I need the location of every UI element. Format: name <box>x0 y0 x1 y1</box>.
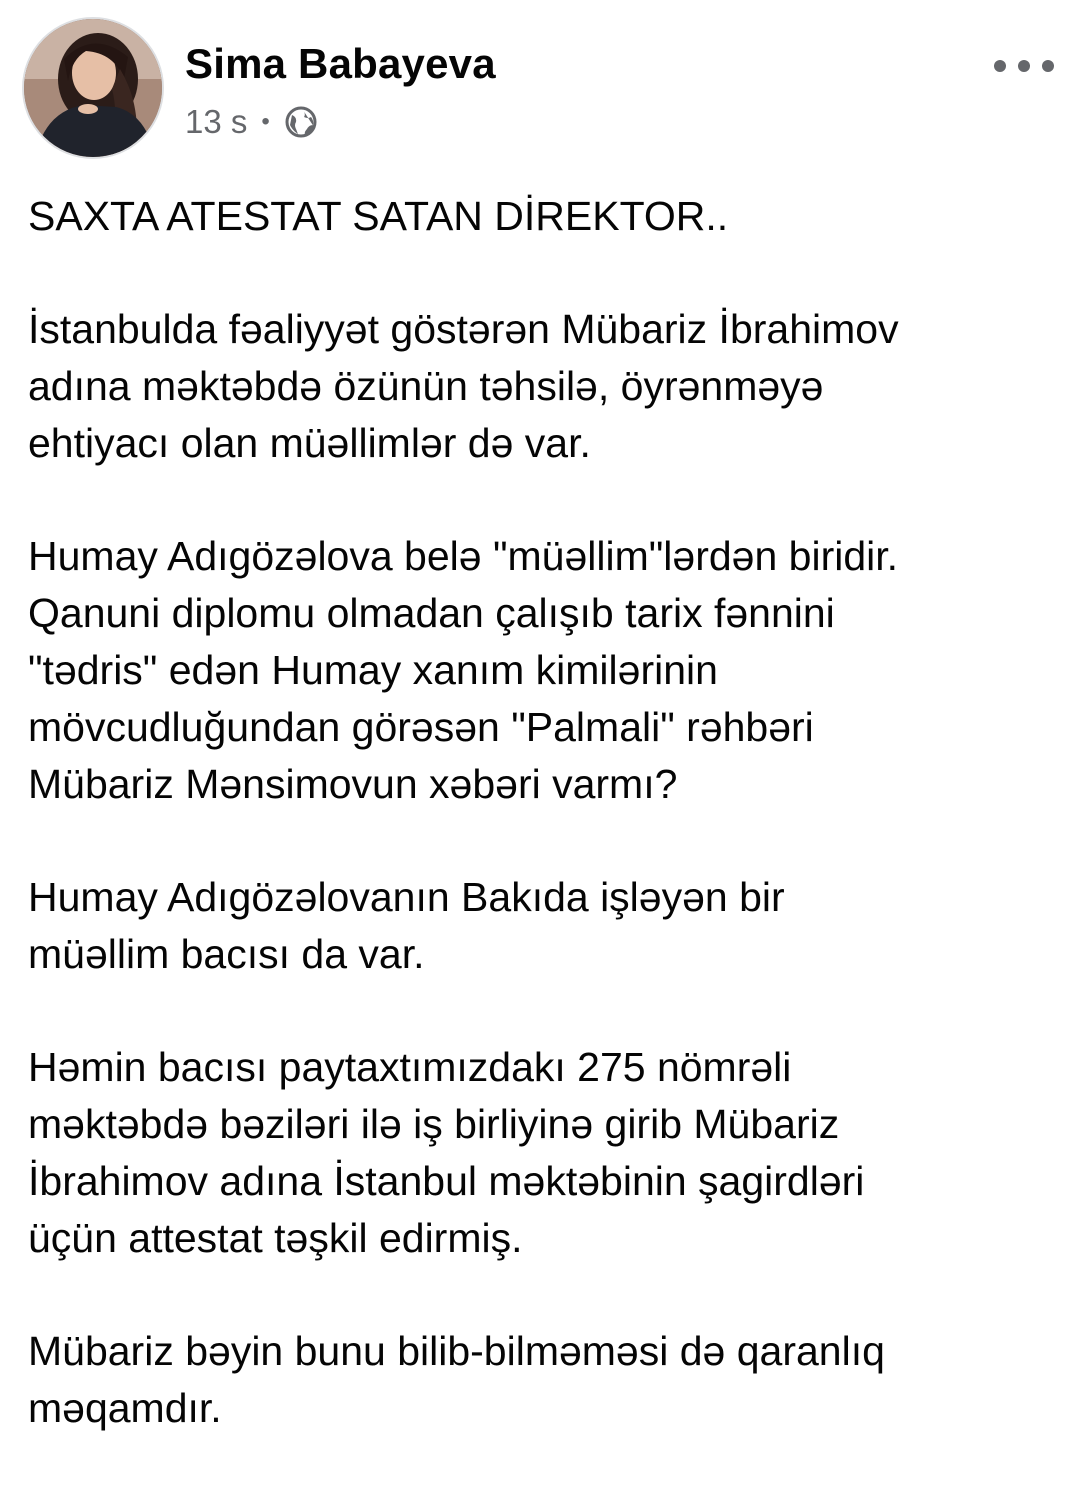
meta-separator: • <box>261 108 270 135</box>
post-line: mövcudluğundan görəsən "Palmali" rəhbəri <box>28 704 814 750</box>
post-line: Humay Adıgözəlova belə "müəllim"lərdən biridir. <box>28 533 899 579</box>
more-dot <box>1018 60 1030 72</box>
post-line: Mübariz bəyin bunu bilib-bilməməsi də qaranlıq <box>28 1328 885 1374</box>
author-name[interactable]: Sima Babayeva <box>185 40 496 87</box>
post-line: İstanbulda fəaliyyət göstərən Mübariz İbrahimov <box>28 306 899 352</box>
post-line: məktəbdə bəziləri ilə iş birliyinə girib Mübariz <box>28 1101 840 1147</box>
more-dot <box>994 60 1006 72</box>
post-line: məqamdır. <box>28 1385 222 1431</box>
post-paragraph <box>28 869 1058 983</box>
post-paragraph <box>28 301 1058 472</box>
post-paragraph <box>28 1039 1058 1267</box>
post-line: SAXTA ATESTAT SATAN DİREKTOR.. <box>28 193 729 239</box>
post-meta <box>185 100 318 144</box>
post-line: İbrahimov adına İstanbul məktəbinin şagirdləri <box>28 1158 865 1204</box>
post-line: Qanuni diplomu olmadan çalışıb tarix fənnini <box>28 590 835 636</box>
post-line: Mübariz Mənsimovun xəbəri varmı? <box>28 761 678 807</box>
post-line: ehtiyacı olan müəllimlər də var. <box>28 420 591 466</box>
post-text <box>28 188 1058 1493</box>
post-line: "tədris" edən Humay xanım kimilərinin <box>28 647 718 693</box>
post-paragraph <box>28 1323 1058 1437</box>
post-paragraph <box>28 528 1058 813</box>
avatar-photo <box>24 19 164 159</box>
post-line: Həmin bacısı paytaxtımızdakı 275 nömrəli <box>28 1044 792 1090</box>
post-header <box>0 0 1080 170</box>
more-dot <box>1042 60 1054 72</box>
post-timestamp[interactable]: 13 s <box>185 103 248 140</box>
avatar[interactable] <box>22 17 164 159</box>
more-options-icon[interactable] <box>994 50 1054 82</box>
post-paragraph <box>28 188 1058 245</box>
post-line: müəllim bacısı da var. <box>28 931 425 977</box>
post-line: adına məktəbdə özünün təhsilə, öyrənməyə <box>28 363 824 409</box>
post-line: üçün attestat təşkil edirmiş. <box>28 1215 523 1261</box>
globe-icon[interactable] <box>284 105 318 139</box>
post-line: Humay Adıgözəlovanın Bakıda işləyən bir <box>28 874 785 920</box>
